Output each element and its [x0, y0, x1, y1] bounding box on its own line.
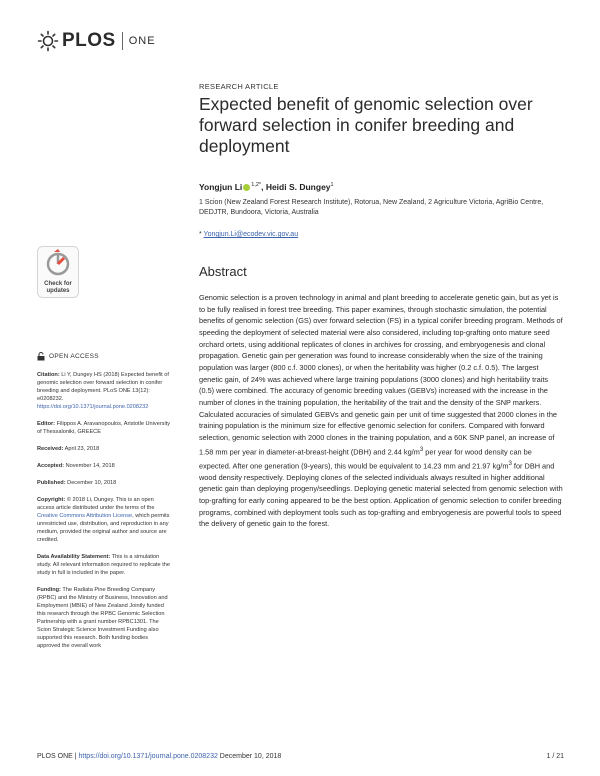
abstract-text: [199, 292, 564, 530]
open-lock-icon: [37, 352, 45, 361]
journal-name: ONE: [128, 35, 156, 47]
footer-doi-link[interactable]: https://doi.org/10.1371/journal.pone.0208232: [78, 753, 218, 760]
logo-divider: [122, 32, 123, 50]
abstract-part: Genomic selection is a proven technology in animal and plant breeding to accelerate genetic gain, but as yet is to be fully realised in forest tree breeding. This paper examines, through stochastic simulation, the potential benefits of genomic selection (GS) over forward selection (FS) in a typical conifer breeding program. Methods of speeding the deployment of selected material were also considered, including top-grafting onto mature seed orchard ortets, using additional replicates of clones in archives for crossing, and embryogenesis and clonal propagation. Genetic gain per generation was found to increase considerably when the size of the training population was larger (800 c.f. 3000 clones), or when the heritability was higher (0.2 c.f. 0.5). The largest genetic gain, of 24% was achieved where large training populations (3000 clones) and high heritability traits (0.5) were combined. The accuracy of genomic breeding values (GEBVs) increased with the increase in the number of clones in the training population, the heritability of the trait and the density of the SNP markers. Calculated accuracies of simulated GEBVs and genetic gain per unit of time suggested that 2000 clones in the training population is the minimum size for effective genomic selection for conifers. Compared with forward selection, genomic selection with 2000 clones in the training population, and a 60K SNP panel, an increase of 1.58 mm per year in diameter-at-breast-height (DBH) and 2.44 kg/m: [199, 293, 563, 456]
page-number: 1 / 21: [546, 753, 564, 760]
copyright-label: Copyright:: [37, 497, 66, 503]
citation-text: Li Y, Dungey HS (2018) Expected benefit of genomic selection over forward selection in conifer breeding and deployment. PLoS ONE 13(12): e0208232.: [37, 372, 169, 402]
author-name[interactable]: Heidi S. Dungey: [265, 182, 331, 192]
funding-text: The Radiata Pine Breeding Company (RPBC) and the Ministry of Business, Innovation and Employment (MBIE) of New Zealand Jointly funded this research through the RPBC Genomic Selection Partnership with a grant number RPBC1301. The Scion Strategic Science Investment Funding also supported this research. Both funding bodies approved the overall work: [37, 587, 168, 649]
received-label: Received:: [37, 446, 64, 452]
citation-doi-link[interactable]: https://doi.org/10.1371/journal.pone.0208232: [37, 404, 149, 410]
author-name[interactable]: Yongjun Li: [199, 182, 243, 192]
funding-label: Funding:: [37, 587, 61, 593]
license-link[interactable]: Creative Commons Attribution License: [37, 513, 133, 519]
corresponding-email: [199, 231, 298, 238]
citation-label: Citation:: [37, 372, 60, 378]
published-block: [37, 479, 172, 487]
open-access-label: [37, 352, 172, 361]
author-affiliation-marks: 1: [330, 182, 334, 189]
superscript: 3: [508, 459, 512, 467]
plos-sunburst-icon: [37, 30, 59, 52]
open-access-text: OPEN ACCESS: [49, 352, 99, 360]
received-block: [37, 445, 172, 453]
data-availability-block: [37, 553, 172, 577]
data-availability-label: Data Availability Statement:: [37, 554, 111, 560]
editor-label: Editor:: [37, 421, 56, 427]
author-list: [199, 182, 334, 192]
citation-block: [37, 371, 172, 411]
brand-name: PLOS: [62, 30, 116, 51]
copyright-text: © 2018 Li, Dungey. This is an open access article distributed under the terms of the: [37, 497, 155, 511]
accepted-label: Accepted:: [37, 463, 65, 469]
accepted-block: [37, 462, 172, 470]
plos-one-logo: [37, 28, 156, 54]
check-for-updates-label[interactable]: Check for updates: [44, 281, 72, 294]
received-date: April 23, 2018: [63, 446, 100, 452]
article-title: Expected benefit of genomic selection over forward selection in conifer breeding and deployment: [199, 94, 533, 156]
email-link[interactable]: Yongjun.Li@ecodev.vic.gov.au: [203, 231, 299, 238]
author-separator: ,: [261, 182, 266, 192]
page-footer: [37, 753, 281, 760]
email-prefix: *: [199, 231, 204, 238]
editor-text: Filippos A. Aravanopoulos, Aristotle University of Thessaloniki, GREECE: [37, 421, 171, 435]
article-info-sidebar: [37, 352, 172, 659]
copyright-block: [37, 496, 172, 544]
abstract-part: for DBH and wood density respectively. Deploying clones of the selected individuals always resulted in higher additional genetic gain than deploying progeny/seedlings. Deploying genetic material selected from genomic selection with top-grafting for early coning appeared to be the best option. Application of genomic selection to conifer breeding programs, combined with deployment tools such as top-grafting and embryogenesis are powerful tools to speed the delivery of genetic gain to the forest.: [199, 461, 563, 529]
funding-block: [37, 586, 172, 650]
article-type: RESEARCH ARTICLE: [199, 82, 279, 91]
author-affiliation-marks: 1,2*: [251, 182, 262, 189]
abstract-part: per year for wood density can be expected. After one generation (9-years), this would be equivalent to 14.23 mm and 21.97 kg/m: [199, 446, 532, 471]
affiliations: 1 Scion (New Zealand Forest Research Institute), Rotorua, New Zealand, 2 Agriculture Victoria, AgriBio Centre, DEDJTR, Bundoora, Victoria, Australia: [199, 199, 544, 216]
published-date: December 10, 2018: [65, 480, 117, 486]
editor-block: [37, 420, 172, 436]
orcid-icon[interactable]: [243, 184, 250, 191]
footer-journal: PLOS ONE: [37, 753, 73, 760]
footer-separator: |: [72, 753, 79, 760]
footer-date: December 10, 2018: [217, 753, 282, 760]
accepted-date: November 14, 2018: [64, 463, 115, 469]
published-label: Published:: [37, 480, 66, 486]
copyright-text-end: , which permits unrestricted use, distribution, and reproduction in any medium, provided the original author and source are credited.: [37, 513, 170, 543]
data-availability-text: This is a simulation study. All relevant information required to replicate the study in full is included in the paper.: [37, 554, 170, 576]
superscript: 3: [419, 445, 424, 453]
abstract-heading: Abstract: [199, 264, 247, 279]
